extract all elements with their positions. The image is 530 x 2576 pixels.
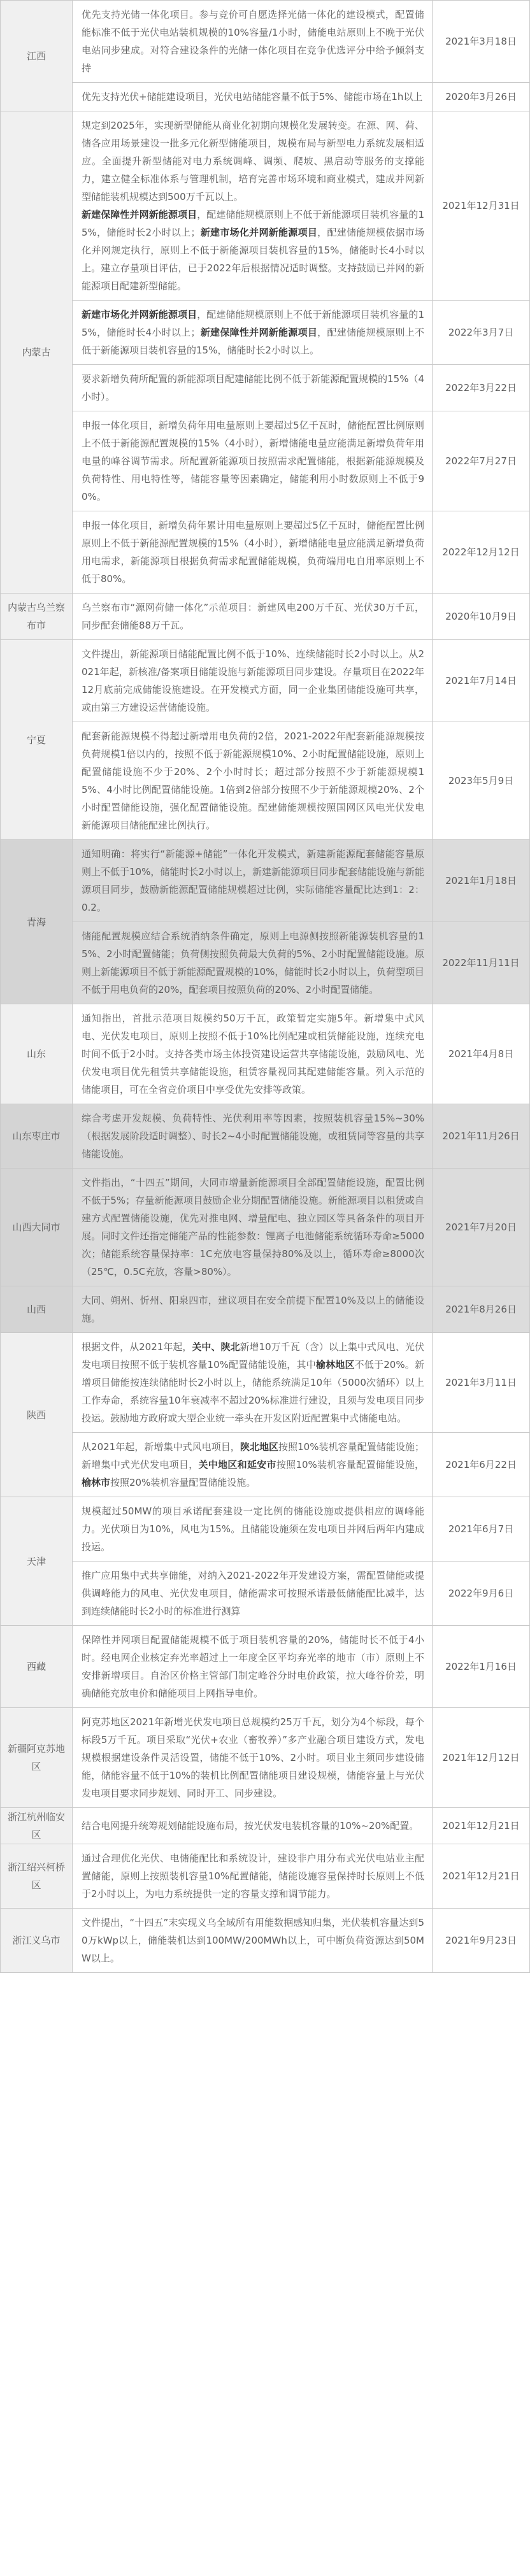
issue-date-cell: 2021年3月11日 xyxy=(433,1333,530,1433)
policy-content-cell xyxy=(73,411,433,511)
region-cell: 山东 xyxy=(1,1004,73,1104)
policy-rich-text xyxy=(82,1438,424,1491)
policy-row xyxy=(1,922,530,1004)
policy-row xyxy=(1,840,530,922)
policy-table-body xyxy=(1,1,530,1973)
policy-content-cell xyxy=(73,111,433,301)
policy-text: 通过合理优化光伏、电储能配比和系统设计，建设非户用分布式光伏电站业主配置储能，原则上按照装机容量10%配置储能，储能设施容量保持时长原则上不低于2小时以上，为电力系统提供一定的容量支撑和调节能力。 xyxy=(82,1853,424,1900)
policy-row xyxy=(1,1,530,83)
issue-date-cell: 2021年12月12日 xyxy=(433,1708,530,1808)
policy-row xyxy=(1,1286,530,1333)
policy-content-cell xyxy=(73,1104,433,1169)
policy-text: 优先支持光伏+储能建设项目，光伏电站储能容量不低于5%、储能市场在1h以上 xyxy=(82,91,423,103)
policy-text: 规定到2025年，实现新型储能从商业化初期向规模化发展转变。在源、网、荷、储各应用场景建设一批多元化新型储能项目，规模布局与新型电力系统发展相适应。全面提升新型储能对电力系统调峰、调频、爬坡、黑启动等服务的支撑能力，建立健全标准体系与管理机制，培育完善市场环境和商业模式，建成并网新型储能装机规模达到500万千瓦以上。 xyxy=(82,120,424,203)
highlighted-phrase: 榆林市 xyxy=(82,1477,111,1488)
policy-content-cell xyxy=(73,640,433,722)
issue-date-cell: 2021年12月31日 xyxy=(433,111,530,301)
issue-date-cell: 2021年12月21日 xyxy=(433,1808,530,1844)
policy-text: 综合考虑开发规模、负荷特性、光伏利用率等因素，按照装机容量15%~30%（根据发展阶段适时调整）、时长2~4小时配置储能设施，或租赁同等容量的共享储能设施。 xyxy=(82,1113,424,1160)
policy-row xyxy=(1,1004,530,1104)
policy-text-fragment: ，配建储能规模原则上不低于新能源项目装机容量的15%，储能时长2小时以上； xyxy=(82,209,424,238)
issue-date-cell: 2020年10月9日 xyxy=(433,594,530,640)
policy-text: 保障性并网项目配置储能规模不低于项目装机容量的20%，储能时长不低于4小时。经电网企业核定弃光率超过上一年度全区平均弃光率的地市（市）原则上不安排新增项目。自治区价格主管部门制定峰谷分时电价政策，拉大峰谷价差，明确储能充放电价和储能项目上网指导电价。 xyxy=(82,1634,424,1699)
issue-date-cell: 2020年3月26日 xyxy=(433,83,530,111)
policy-text: 配套新能源规模不得超过新增用电负荷的2倍，2021-2022年配套新能源规模按负荷规模1倍以内的，按照不低于新能源规模10%、2小时配置储能设施，原则上配置储能设施不少于20%、2个小时时长；超过部分按照不少于新能源规模15%、4小时比例配置储能设施。1倍到2倍部分按照不少于新能源规模20%、2个小时配置储能设施，强化配置储能设施。配建储能规模按照国网区风电光伏发电新能源项目储能配建比例执行。 xyxy=(82,730,424,831)
policy-content-cell xyxy=(73,301,433,365)
policy-content-cell xyxy=(73,922,433,1004)
policy-row xyxy=(1,1626,530,1708)
issue-date-cell: 2022年3月7日 xyxy=(433,301,530,365)
policy-content-cell xyxy=(73,840,433,922)
policy-text-fragment: ，配建储能规模依据市场化并网规定执行，原则上不低于新能源项目装机容量的15%，储能时长4小时以上。建立存量项目评估，已于2022年后根据情况适时调整。支持鼓励已并网的新能源项目配建新型储能。 xyxy=(82,227,424,292)
policy-text-fragment: 新增10万千瓦（含）以上集中式风电、光伏发电项目按照不低于装机容量10%配置储能设施，其中 xyxy=(82,1341,424,1370)
policy-row xyxy=(1,722,530,840)
policy-text: 申报一体化项目，新增负荷年累计用电量原则上要超过5亿千瓦时，储能配置比例原则上不低于新能源配置规模的15%（4小时），新增储能电量应能满足新增负荷用电需求，新能源项目根据负荷需求配置储能规模，负荷端用电自用率原则上不低于80%。 xyxy=(82,520,424,585)
policy-row xyxy=(1,1909,530,1973)
policy-content-cell xyxy=(73,1169,433,1286)
policy-text: 申报一体化项目，新增负荷年用电量原则上要超过5亿千瓦时，储能配置比例原则上不低于新能源配置规模的15%（4小时），新增储能电量应能满足新增负荷年用电量的峰谷调节需求。所配置新能源项目按照需求配置储能，根据新能源规模及负荷特性、用电特性等，储能容量等因素确定，储能利用小时数原则上不低于90%。 xyxy=(82,420,424,502)
policy-row xyxy=(1,1708,530,1808)
policy-text: 乌兰察布市“源网荷储一体化”示范项目：新建风电200万千瓦、光伏30万千瓦，同步配套储能88万千瓦。 xyxy=(82,602,424,631)
policy-text-fragment: ，配建储能规模原则上不低于新能源项目装机容量的15%，储能时长4小时以上； xyxy=(82,309,424,338)
policy-text: 文件提出，新能源项目储能配置比例不低于10%、连续储能时长2小时以上。从2021年起，新核准/备案项目储能设施与新能源项目同步建设。存量项目在2022年12月底前完成储能设施建设。在开发模式方面，同一企业集团储能设施可共享，或由第三方建设运营储能设施。 xyxy=(82,648,424,713)
policy-content-cell xyxy=(73,83,433,111)
issue-date-cell: 2021年11月26日 xyxy=(433,1104,530,1169)
issue-date-cell: 2021年12月21日 xyxy=(433,1844,530,1909)
issue-date-cell: 2021年7月20日 xyxy=(433,1169,530,1286)
policy-row xyxy=(1,594,530,640)
issue-date-cell: 2022年7月27日 xyxy=(433,411,530,511)
issue-date-cell: 2022年1月16日 xyxy=(433,1626,530,1708)
policy-content-cell xyxy=(73,1004,433,1104)
policy-text: 推广应用集中式共享储能，对纳入2021-2022年开发建设方案，需配置储能或提供调峰能力的风电、光伏发电项目，储能需求可按照承诺最低储能配比减半，达到连续储能时长2小时的标准进行测算 xyxy=(82,1570,424,1617)
region-cell: 江西 xyxy=(1,1,73,111)
region-cell: 青海 xyxy=(1,840,73,1004)
policy-text: 结合电网提升统筹规划储能设施布局，按光伏发电装机容量的10%~20%配置。 xyxy=(82,1820,419,1832)
policy-text-fragment: 从2021年起，新增集中式风电项目， xyxy=(82,1441,240,1453)
policy-rich-text xyxy=(82,1338,424,1427)
policy-content-cell xyxy=(73,1708,433,1808)
policy-content-cell xyxy=(73,1562,433,1626)
policy-row xyxy=(1,301,530,365)
policy-text: 文件指出，“十四五”期间，大同市增量新能源项目全部配置储能设施，配置比例不低于5%；存量新能源项目鼓励企业分期配置储能设施。新能源项目以租赁或自建方式配置储能设施，优先对推电网、增量配电、独立园区等具备条件的项目开展。同时文件还指定储能产品的性能参数：锂离子电池储能系统循环寿命≥5000次；储能系统容量保持率：1C充放电容量保持80%及以上，循环寿命≥8000次（25℃，0.5C充放，容量>80%）。 xyxy=(82,1177,424,1277)
region-cell: 天津 xyxy=(1,1497,73,1626)
policy-text-fragment: 不低于20%。新增项目储能按连续储能时长2小时以上，储能系统满足10年（5000次循环）以上工作寿命，系统容量10年衰减率不超过20%标准进行建设，且须与发电项目同步投运。鼓励地方政府或大型企业统一牵头在开发区附近配置集中式储能电站。 xyxy=(82,1359,424,1424)
region-cell: 西藏 xyxy=(1,1626,73,1708)
issue-date-cell: 2022年12月12日 xyxy=(433,511,530,594)
issue-date-cell: 2022年9月6日 xyxy=(433,1562,530,1626)
policy-row xyxy=(1,1433,530,1497)
policy-content-cell xyxy=(73,511,433,594)
region-cell: 内蒙古乌兰察布市 xyxy=(1,594,73,640)
policy-row xyxy=(1,83,530,111)
highlighted-phrase: 关中地区和延安市 xyxy=(198,1459,276,1470)
region-cell: 浙江绍兴柯桥区 xyxy=(1,1844,73,1909)
policy-content-cell xyxy=(73,365,433,411)
highlighted-phrase: 新建市场化并网新能源项目 xyxy=(200,227,318,238)
issue-date-cell: 2022年11月11日 xyxy=(433,922,530,1004)
policy-text: 大同、朔州、忻州、阳泉四市，建议项目在安全前提下配置10%及以上的储能设施。 xyxy=(82,1295,424,1324)
policy-text: 通知指出，首批示范项目规模约50万千瓦，政策暂定实施5年。新增集中式风电、光伏发电项目，原则上按照不低于10%比例配建或租赁储能设施，连续充电时间不低于2小时。支持各类市场主体投资建设运营共享储能设施，鼓励风电、光伏发电项目优先租赁共享储能设施，租赁容量视同其配建储能容量。列入示范的储能项目，可在全省竞价项目中享受优先安排等政策。 xyxy=(82,1013,424,1095)
policy-content-cell xyxy=(73,1909,433,1973)
policy-row xyxy=(1,1844,530,1909)
policy-text-fragment: 按照10%装机容量配置储能设施， xyxy=(276,1459,424,1470)
policy-content-cell xyxy=(73,1844,433,1909)
issue-date-cell: 2021年8月26日 xyxy=(433,1286,530,1333)
issue-date-cell: 2021年1月18日 xyxy=(433,840,530,922)
region-cell: 山西大同市 xyxy=(1,1169,73,1286)
policy-content-cell xyxy=(73,1808,433,1844)
policy-text-fragment: 按照20%装机容量配置储能设施。 xyxy=(110,1477,256,1488)
policy-row xyxy=(1,1333,530,1433)
region-cell: 山东枣庄市 xyxy=(1,1104,73,1169)
policy-row xyxy=(1,411,530,511)
policy-text: 规模超过50MW的项目承诺配套建设一定比例的储能设施或提供相应的调峰能力。光伏项目为10%，风电为15%。且储能设施须在发电项目并网后两年内建成投运。 xyxy=(82,1505,424,1553)
policy-content-cell xyxy=(73,1,433,83)
policy-row xyxy=(1,1497,530,1562)
policy-row xyxy=(1,1169,530,1286)
policy-text-fragment: ，配建储能规模原则上不低于新能源项目装机容量的15%，储能时长2小时以上。 xyxy=(82,327,424,356)
policy-row xyxy=(1,1562,530,1626)
region-cell: 新疆阿克苏地区 xyxy=(1,1708,73,1808)
issue-date-cell: 2021年4月8日 xyxy=(433,1004,530,1104)
highlighted-phrase: 陕北地区 xyxy=(240,1441,279,1453)
policy-row xyxy=(1,365,530,411)
region-cell: 宁夏 xyxy=(1,640,73,840)
region-cell: 山西 xyxy=(1,1286,73,1333)
policy-text-fragment: 按照10%装机容量配置储能设施；新增集中式光伏发电项目， xyxy=(82,1441,424,1470)
policy-text: 阿克苏地区2021年新增光伏发电项目总规模约25万千瓦，划分为4个标段，每个标段5万千瓦。项目采取“光伏+农业（畜牧养）”多产业融合项目建设方式，发电规模根据建设条件灵活设置，储能不低于10%、2小时。项目业主须同步建设储能，储能容量不低于10%的装机比例配置储能项目建设规模，储能容量上与光伏发电项目要求同步规划、同时开工、同步建设。 xyxy=(82,1716,424,1799)
highlighted-phrase: 榆林地区 xyxy=(315,1359,355,1370)
highlighted-phrase: 关中、陕北 xyxy=(192,1341,240,1353)
issue-date-cell: 2021年6月7日 xyxy=(433,1497,530,1562)
highlighted-phrase: 新建保障性并网新能源项目 xyxy=(82,209,197,220)
policy-rich-text xyxy=(82,306,424,359)
policy-text: 要求新增负荷所配置的新能源项目配建储能比例不低于新能源配置规模的15%（4小时）。 xyxy=(82,373,424,402)
policy-row xyxy=(1,1808,530,1844)
policy-content-cell xyxy=(73,1433,433,1497)
policy-text: 优先支持光储一体化项目。参与竞价可自愿选择光储一体化的建设模式，配置储能标准不低于光伏电站装机规模的10%容量/1小时，储能电站原则上不晚于光伏电站同步建成。对符合建设条件的光储一体化项目在竞争优选评分中给予倾斜支持 xyxy=(82,9,424,74)
policy-text-fragment: 根据文件，从2021年起， xyxy=(82,1341,192,1353)
issue-date-cell: 2021年6月22日 xyxy=(433,1433,530,1497)
highlighted-phrase: 新建市场化并网新能源项目 xyxy=(82,309,197,320)
region-cell: 内蒙古 xyxy=(1,111,73,594)
issue-date-cell: 2023年5月9日 xyxy=(433,722,530,840)
region-cell: 陕西 xyxy=(1,1333,73,1497)
issue-date-cell: 2021年9月23日 xyxy=(433,1909,530,1973)
policy-content-cell xyxy=(73,1497,433,1562)
policy-content-cell xyxy=(73,1286,433,1333)
policy-content-cell xyxy=(73,1333,433,1433)
policy-row xyxy=(1,1104,530,1169)
policy-content-cell xyxy=(73,722,433,840)
policy-row xyxy=(1,111,530,301)
issue-date-cell: 2022年3月22日 xyxy=(433,365,530,411)
policy-rich-text xyxy=(82,206,424,295)
issue-date-cell: 2021年3月18日 xyxy=(433,1,530,83)
policy-row xyxy=(1,511,530,594)
policy-content-cell xyxy=(73,1626,433,1708)
issue-date-cell: 2021年7月14日 xyxy=(433,640,530,722)
region-cell: 浙江杭州临安区 xyxy=(1,1808,73,1844)
region-cell: 浙江义乌市 xyxy=(1,1909,73,1973)
policy-text: 通知明确：将实行“新能源+储能”一体化开发模式，新建新能源配套储能容量原则上不低于10%，储能时长2小时以上，新建新能源项目同步配套储能设施与新能源项目同步，鼓励新能源配置储能规模超过比例，实际储能容量配比达到1：2：0.2。 xyxy=(82,848,424,913)
policy-content-cell xyxy=(73,594,433,640)
highlighted-phrase: 新建保障性并网新能源项目 xyxy=(200,327,318,338)
policy-text: 文件提出，“十四五”末实现义乌全域所有用能数据感知归集，光伏装机容量达到50万kWp以上，储能装机达到100MW/200MWh以上，可中断负荷资源达到50MW以上。 xyxy=(82,1917,424,1964)
policy-row xyxy=(1,640,530,722)
policy-text: 储能配置规模应结合系统消纳条件确定，原则上电源侧按照新能源装机容量的15%、2小时配置储能；负荷侧按照负荷最大负荷的5%、2小时配置储能设施。原则上新能源项目不低于新能源配置规模的10%，储能时长2小时以上，负荷型项目不低于用电负荷的20%，配套项目按照负荷的20%、2小时配置储能。 xyxy=(82,930,424,995)
